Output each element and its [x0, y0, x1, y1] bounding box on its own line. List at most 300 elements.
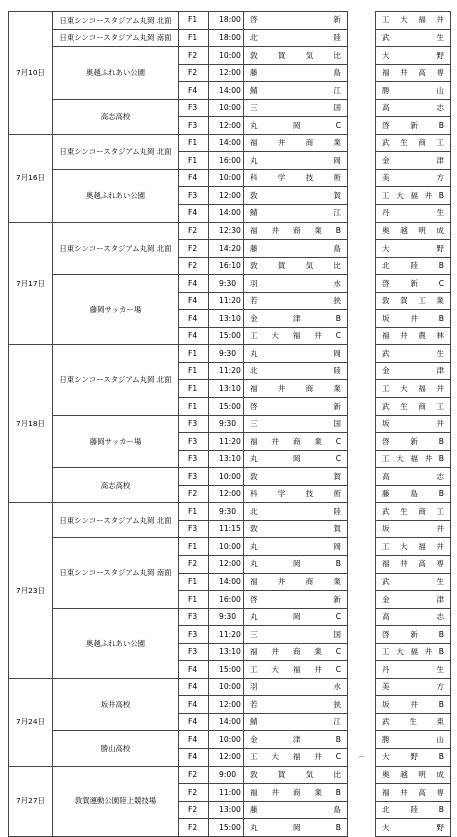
division — [179, 643, 209, 661]
vs-gap — [348, 503, 376, 521]
division-text: F2 — [188, 489, 198, 499]
division-text: F1 — [188, 576, 198, 586]
kickoff-time-text: 16:00 — [219, 155, 241, 165]
team-name-letters: 敦 賀 気 比 — [250, 769, 341, 779]
team-name-letters: 敦 賀 工 業 — [382, 296, 444, 306]
match-row — [9, 134, 451, 152]
kickoff-time-text: 13:00 — [219, 805, 241, 815]
home-team — [244, 608, 348, 626]
kickoff-time — [209, 257, 244, 275]
team-name-letters: 丹 生 — [382, 664, 444, 674]
division-text: F1 — [188, 15, 198, 25]
team-name-letters: 三 国 — [250, 629, 341, 639]
kickoff-time — [209, 345, 244, 363]
vs-gap — [348, 573, 376, 591]
team-name-letters: 大 野 — [382, 50, 444, 60]
team-name-letters: 福 井 商 業 — [250, 576, 341, 586]
match-row — [9, 99, 451, 117]
team-name-letters: 高 志 — [382, 612, 444, 622]
kickoff-time-text: 12:00 — [219, 120, 241, 130]
kickoff-time — [209, 696, 244, 714]
kickoff-time — [209, 99, 244, 117]
home-team — [244, 380, 348, 398]
team-name-letters: 工 大 福 井 C — [250, 664, 341, 674]
kickoff-time — [209, 538, 244, 556]
away-team — [376, 257, 451, 275]
home-team — [244, 784, 348, 802]
kickoff-time-text: 9:30 — [219, 612, 237, 622]
away-team — [376, 187, 451, 205]
vs-gap — [348, 819, 376, 837]
home-team — [244, 117, 348, 135]
vs-gap — [348, 801, 376, 819]
team-name-letters: 啓 新 — [250, 401, 341, 411]
division-text: F4 — [188, 173, 198, 183]
vs-gap — [348, 713, 376, 731]
home-team — [244, 345, 348, 363]
kickoff-time-text: 11:20 — [219, 366, 241, 376]
division-text: F3 — [188, 471, 198, 481]
venue-name: 敦賀運動公園陸上競技場 — [53, 766, 179, 836]
home-team — [244, 327, 348, 345]
home-team — [244, 152, 348, 170]
division — [179, 696, 209, 714]
vs-gap — [348, 64, 376, 82]
division — [179, 661, 209, 679]
kickoff-time-text: 14:20 — [219, 243, 241, 253]
home-team — [244, 257, 348, 275]
kickoff-time-text: 11:15 — [219, 524, 241, 534]
kickoff-time — [209, 64, 244, 82]
home-team — [244, 678, 348, 696]
away-team — [376, 485, 451, 503]
division — [179, 538, 209, 556]
team-name-letters: 若 狭 — [250, 699, 341, 709]
kickoff-time-text: 10:00 — [219, 734, 241, 744]
division-text: F1 — [188, 401, 198, 411]
division — [179, 99, 209, 117]
vs-gap — [348, 591, 376, 609]
division — [179, 784, 209, 802]
home-team — [244, 696, 348, 714]
division — [179, 608, 209, 626]
kickoff-time — [209, 275, 244, 293]
venue-name: 日東シンコースタジアム丸岡 北面 — [53, 134, 179, 169]
kickoff-time — [209, 82, 244, 100]
kickoff-time — [209, 205, 244, 223]
away-team — [376, 415, 451, 433]
team-name-letters: 坂 井 B — [382, 699, 444, 709]
vs-gap — [348, 643, 376, 661]
vs-gap — [348, 731, 376, 749]
kickoff-time — [209, 134, 244, 152]
team-name-letters: 敦 賀 — [250, 471, 341, 481]
kickoff-time-text: 9:30 — [219, 348, 237, 358]
team-name-letters: 啓 新 B — [382, 436, 444, 446]
division — [179, 327, 209, 345]
vs-gap — [348, 766, 376, 784]
venue-name: 高志高校 — [53, 468, 179, 503]
team-name-letters: 高 志 — [382, 471, 444, 481]
team-name-letters: 藤 島 B — [382, 489, 444, 499]
team-name-letters: 工 大 福 井 B — [382, 190, 444, 200]
team-name-letters: 三 国 — [250, 419, 341, 429]
match-row — [9, 678, 451, 696]
team-name-letters: 金 津 — [382, 155, 444, 165]
team-name-letters: 丸 岡 B — [250, 559, 341, 569]
kickoff-time-text: 11:20 — [219, 436, 241, 446]
team-name-letters: 福 井 高 専 — [382, 559, 444, 569]
division — [179, 503, 209, 521]
kickoff-time — [209, 801, 244, 819]
away-team — [376, 678, 451, 696]
team-name-letters: 奥 越 明 成 — [382, 769, 444, 779]
division-text: F1 — [188, 366, 198, 376]
kickoff-time — [209, 29, 244, 47]
match-row — [9, 766, 451, 784]
home-team — [244, 82, 348, 100]
kickoff-time — [209, 784, 244, 802]
vs-gap — [348, 345, 376, 363]
venue-name: 日東シンコースタジアム丸岡 北面 — [53, 345, 179, 415]
match-row — [9, 12, 451, 30]
division-text: F3 — [188, 190, 198, 200]
vs-gap — [348, 169, 376, 187]
vs-gap — [348, 678, 376, 696]
match-date: 7月16日 — [9, 134, 53, 222]
division-text: F1 — [188, 155, 198, 165]
venue-name: 藤岡サッカー場 — [53, 275, 179, 345]
division — [179, 187, 209, 205]
away-team — [376, 643, 451, 661]
team-name-letters: 若 狭 — [250, 296, 341, 306]
kickoff-time — [209, 398, 244, 416]
kickoff-time — [209, 555, 244, 573]
team-name-letters: 工 大 福 井 — [382, 541, 444, 551]
away-team — [376, 362, 451, 380]
match-row — [9, 503, 451, 521]
division-text: F4 — [188, 699, 198, 709]
away-team — [376, 696, 451, 714]
away-team — [376, 47, 451, 65]
division-text: F4 — [188, 278, 198, 288]
kickoff-time — [209, 520, 244, 538]
division — [179, 678, 209, 696]
division — [179, 555, 209, 573]
home-team — [244, 134, 348, 152]
away-team — [376, 661, 451, 679]
team-name-letters: 坂 井 — [382, 419, 444, 429]
kickoff-time — [209, 433, 244, 451]
away-team — [376, 784, 451, 802]
kickoff-time — [209, 468, 244, 486]
division-text: F2 — [188, 805, 198, 815]
division — [179, 222, 209, 240]
team-name-letters: 丸 岡 C — [250, 454, 341, 464]
division-text: F1 — [188, 541, 198, 551]
team-name-letters: 敦 賀 気 比 — [250, 50, 341, 60]
division-text: F4 — [188, 313, 198, 323]
team-name-letters: 工 大 福 井 — [382, 15, 444, 25]
kickoff-time — [209, 713, 244, 731]
division-text: F2 — [188, 226, 198, 236]
team-name-letters: 金 津 — [382, 594, 444, 604]
vs-gap — [348, 275, 376, 293]
kickoff-time — [209, 415, 244, 433]
kickoff-time-text: 14:00 — [219, 576, 241, 586]
division — [179, 748, 209, 766]
kickoff-time-text: 18:00 — [219, 15, 241, 25]
away-team — [376, 555, 451, 573]
vs-gap — [348, 134, 376, 152]
team-name-letters: 坂 井 B — [382, 313, 444, 323]
vs-gap — [348, 152, 376, 170]
division-text: F2 — [188, 50, 198, 60]
team-name-letters: 福 井 商 業 C — [250, 647, 341, 657]
kickoff-time-text: 16:00 — [219, 594, 241, 604]
team-name-letters: 武 生 商 工 — [382, 138, 444, 148]
venue-name: 日東シンコースタジアム丸岡 南面 — [53, 538, 179, 608]
home-team — [244, 591, 348, 609]
home-team — [244, 205, 348, 223]
home-team — [244, 398, 348, 416]
away-team — [376, 117, 451, 135]
division — [179, 169, 209, 187]
division-text: F4 — [188, 682, 198, 692]
division — [179, 205, 209, 223]
vs-gap — [348, 538, 376, 556]
kickoff-time — [209, 678, 244, 696]
division — [179, 345, 209, 363]
team-name-letters: 福 井 農 林 — [382, 331, 444, 341]
team-name-letters: 工 大 福 井 C — [250, 752, 341, 762]
vs-gap — [348, 626, 376, 644]
vs-gap — [348, 12, 376, 30]
team-name-letters: 武 生 商 工 — [382, 401, 444, 411]
schedule-body — [9, 12, 451, 837]
kickoff-time — [209, 362, 244, 380]
home-team — [244, 292, 348, 310]
kickoff-time-text: 12:00 — [219, 489, 241, 499]
away-team — [376, 766, 451, 784]
away-team — [376, 12, 451, 30]
team-name-letters: 福 井 高 専 — [382, 787, 444, 797]
venue-name: 藤岡サッカー場 — [53, 415, 179, 468]
team-name-letters: 武 生 — [382, 576, 444, 586]
home-team — [244, 47, 348, 65]
away-team — [376, 713, 451, 731]
kickoff-time-text: 10:00 — [219, 173, 241, 183]
team-name-letters: 大 野 B — [382, 752, 444, 762]
team-name-letters: 丸 岡 C — [250, 120, 341, 130]
away-team — [376, 468, 451, 486]
team-name-letters: 高 志 — [382, 103, 444, 113]
division — [179, 240, 209, 258]
vs-gap — [348, 310, 376, 328]
away-team — [376, 275, 451, 293]
away-team — [376, 801, 451, 819]
home-team — [244, 275, 348, 293]
team-name-letters: 武 生 商 工 — [382, 506, 444, 516]
venue-name: 日東シンコースタジアム丸岡 北面 — [53, 503, 179, 538]
vs-gap — [348, 47, 376, 65]
vs-gap — [348, 398, 376, 416]
division — [179, 485, 209, 503]
division — [179, 766, 209, 784]
team-name-letters: 敦 賀 — [250, 524, 341, 534]
division-text: F1 — [188, 383, 198, 393]
team-name-letters: 福 井 商 業 — [250, 138, 341, 148]
team-name-letters: 啓 新 — [250, 15, 341, 25]
kickoff-time — [209, 187, 244, 205]
match-date: 7月27日 — [9, 766, 53, 836]
team-name-letters: 北 陸 — [250, 506, 341, 516]
team-name-letters: 武 生 — [382, 348, 444, 358]
vs-gap — [348, 327, 376, 345]
home-team — [244, 310, 348, 328]
division — [179, 134, 209, 152]
team-name-letters: 丹 生 — [382, 208, 444, 218]
home-team — [244, 748, 348, 766]
venue-name: 奥越ふれあい公園 — [53, 169, 179, 222]
division-text: F1 — [188, 138, 198, 148]
division — [179, 468, 209, 486]
division-text: F4 — [188, 331, 198, 341]
team-name-letters: 福 井 商 業 B — [250, 787, 341, 797]
kickoff-time-text: 13:10 — [219, 647, 241, 657]
team-name-letters: 福 井 商 業 — [250, 383, 341, 393]
kickoff-time — [209, 626, 244, 644]
kickoff-time — [209, 731, 244, 749]
kickoff-time — [209, 47, 244, 65]
home-team — [244, 661, 348, 679]
kickoff-time — [209, 450, 244, 468]
division-text: F2 — [188, 261, 198, 271]
division-text: F4 — [188, 717, 198, 727]
home-team — [244, 169, 348, 187]
kickoff-time — [209, 591, 244, 609]
match-row — [9, 29, 451, 47]
vs-gap — [348, 82, 376, 100]
vs-gap — [348, 380, 376, 398]
away-team — [376, 520, 451, 538]
kickoff-time-text: 10:00 — [219, 541, 241, 551]
division — [179, 398, 209, 416]
home-team — [244, 415, 348, 433]
division — [179, 415, 209, 433]
home-team — [244, 99, 348, 117]
division-text: F4 — [188, 734, 198, 744]
division-text: F2 — [188, 787, 198, 797]
division — [179, 626, 209, 644]
team-name-letters: 金 津 B — [250, 734, 341, 744]
match-row — [9, 275, 451, 293]
venue-name: 高志高校 — [53, 99, 179, 134]
vs-gap — [348, 415, 376, 433]
team-name-letters: 福 井 高 専 — [382, 68, 444, 78]
kickoff-time-text: 15:00 — [219, 664, 241, 674]
home-team — [244, 64, 348, 82]
match-date: 7月23日 — [9, 503, 53, 678]
team-name-letters: 武 生 — [382, 33, 444, 43]
division-text: F1 — [188, 594, 198, 604]
vs-gap — [348, 608, 376, 626]
team-name-letters: 金 津 — [382, 366, 444, 376]
team-name-letters: 科 学 技 術 — [250, 173, 341, 183]
venue-name: 日東シンコースタジアム丸岡 北面 — [53, 222, 179, 275]
kickoff-time — [209, 222, 244, 240]
kickoff-time — [209, 152, 244, 170]
team-name-letters: 鯖 江 — [250, 717, 341, 727]
vs-gap — [348, 661, 376, 679]
venue-name: 奥越ふれあい公園 — [53, 47, 179, 100]
kickoff-time-text: 14:00 — [219, 717, 241, 727]
away-team — [376, 573, 451, 591]
division — [179, 292, 209, 310]
team-name-letters: 金 津 B — [250, 313, 341, 323]
match-date: 7月18日 — [9, 345, 53, 503]
home-team — [244, 222, 348, 240]
home-team — [244, 187, 348, 205]
kickoff-time-text: 15:00 — [219, 822, 241, 832]
kickoff-time — [209, 240, 244, 258]
match-row — [9, 222, 451, 240]
team-name-letters: 丸 岡 — [250, 155, 341, 165]
kickoff-time-text: 15:00 — [219, 331, 241, 341]
vs-gap — [348, 362, 376, 380]
away-team — [376, 327, 451, 345]
home-team — [244, 643, 348, 661]
match-row — [9, 415, 451, 433]
division — [179, 310, 209, 328]
team-name-letters: 藤 島 — [250, 68, 341, 78]
division — [179, 275, 209, 293]
kickoff-time — [209, 819, 244, 837]
vs-gap — [348, 468, 376, 486]
division-text: F3 — [188, 103, 198, 113]
vs-gap — [348, 99, 376, 117]
division — [179, 82, 209, 100]
vs-gap — [348, 222, 376, 240]
home-team — [244, 468, 348, 486]
away-team — [376, 222, 451, 240]
kickoff-time — [209, 503, 244, 521]
division — [179, 591, 209, 609]
team-name-letters: 美 方 — [382, 173, 444, 183]
division — [179, 12, 209, 30]
away-team — [376, 345, 451, 363]
kickoff-time-text: 16:10 — [219, 261, 241, 271]
away-team — [376, 819, 451, 837]
away-team — [376, 169, 451, 187]
team-name-letters: 科 学 技 術 — [250, 489, 341, 499]
team-name-letters: 工 大 福 井 C — [250, 331, 341, 341]
division-text: F3 — [188, 647, 198, 657]
division-text: F4 — [188, 208, 198, 218]
division — [179, 117, 209, 135]
team-name-letters: 大 野 — [382, 822, 444, 832]
home-team — [244, 29, 348, 47]
division — [179, 450, 209, 468]
team-name-letters: 武 生 東 — [382, 717, 444, 727]
kickoff-time-text: 10:00 — [219, 682, 241, 692]
division — [179, 257, 209, 275]
away-team — [376, 99, 451, 117]
team-name-letters: 北 陸 B — [382, 261, 444, 271]
match-date: 7月10日 — [9, 12, 53, 135]
team-name-letters: 啓 新 — [250, 594, 341, 604]
home-team — [244, 362, 348, 380]
